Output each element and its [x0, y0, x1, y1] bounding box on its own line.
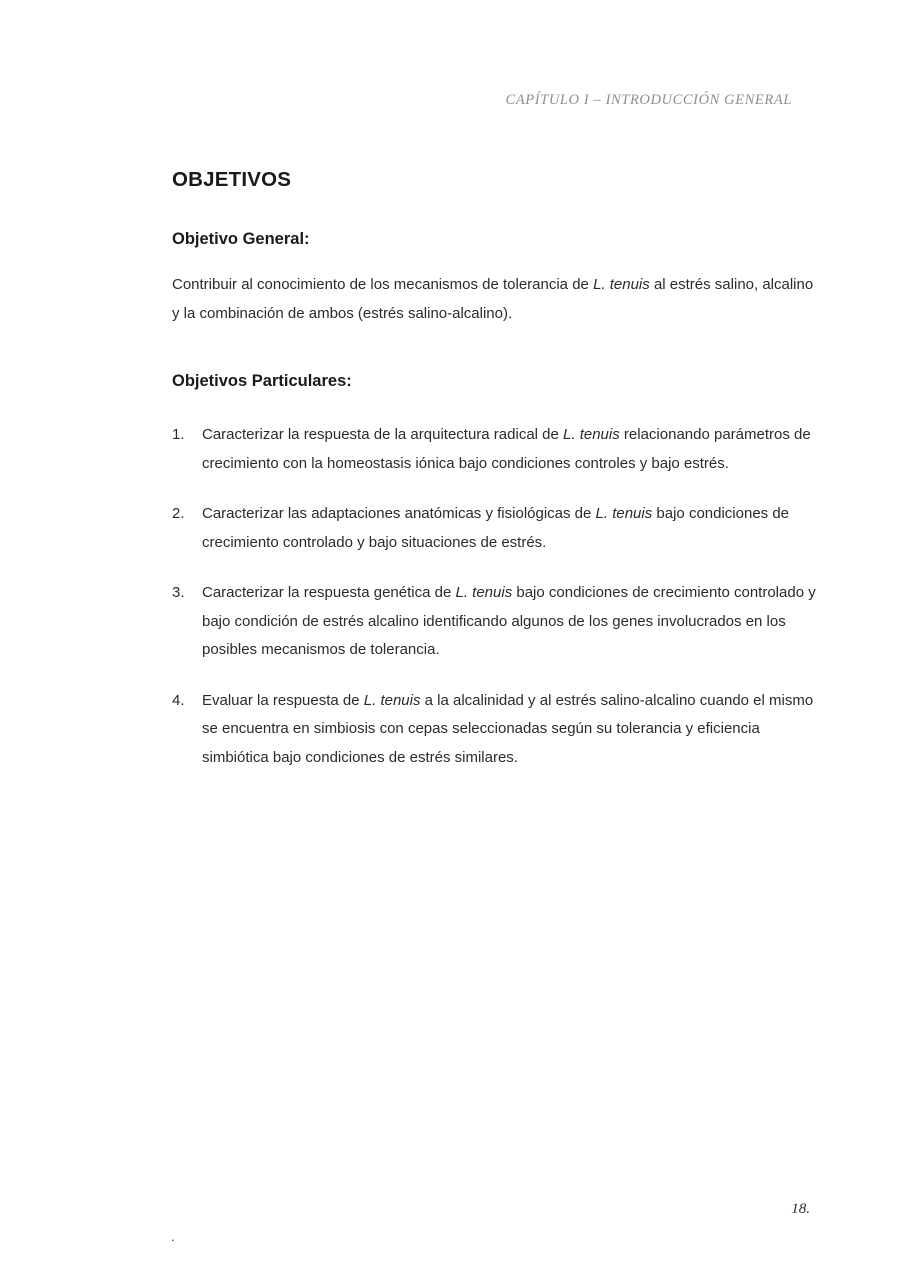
page-content — [172, 168, 822, 794]
list-item-number: 4. — [172, 691, 185, 709]
footer-marker: . — [171, 1229, 175, 1244]
page-title: OBJETIVOS — [172, 168, 292, 191]
list-item — [172, 687, 822, 773]
list-item — [172, 500, 822, 557]
species-name: L. tenuis — [593, 276, 650, 293]
species-name: L. tenuis — [563, 426, 620, 443]
list-item-number: 3. — [172, 584, 185, 601]
list-item — [172, 421, 822, 478]
objetivo-general-paragraph — [172, 271, 822, 328]
list-item-text-part-2: a la alcalinidad y al estrés salino-alcalino cuando el mismo se encuentra en simbiosis con cepas seleccionadas según su tolerancia y eficiencia simbiótica bajo condiciones de estrés similares. — [202, 691, 814, 766]
list-item-text-part-1: Caracterizar las adaptaciones anatómicas y fisiológicas de — [202, 505, 596, 522]
list-item-number: 2. — [172, 505, 185, 522]
list-item-text-part-1: Caracterizar la respuesta de la arquitectura radical de — [202, 426, 564, 443]
species-name: L. tenuis — [455, 584, 513, 601]
list-item-text-part-1: Evaluar la respuesta de — [202, 691, 364, 709]
list-item-text-part-2: bajo condiciones de crecimiento controlado y bajo situaciones de estrés. — [202, 505, 790, 551]
paragraph-text-part-2: al estrés salino, alcalino y la combinación de ambos (estrés salino-alcalino). — [172, 276, 814, 322]
list-item — [172, 579, 822, 665]
species-name: L. tenuis — [595, 505, 653, 522]
list-item-text-part-1: Caracterizar la respuesta genética de — [202, 584, 456, 601]
running-head: CAPÍTULO I – INTRODUCCIÓN GENERAL — [505, 92, 792, 108]
page-number: 18. — [791, 1201, 810, 1217]
list-item-number: 1. — [172, 426, 185, 443]
list-item-text-part-2: bajo condiciones de crecimiento controlado y bajo condición de estrés alcalino identificando algunos de los genes involucrados en los posibles mecanismos de tolerancia. — [202, 584, 816, 658]
objectives-list — [172, 421, 822, 772]
species-name: L. tenuis — [363, 691, 421, 709]
section-heading-objetivo-general: Objetivo General: — [172, 230, 310, 248]
paragraph-text-part-1: Contribuir al conocimiento de los mecanismos de tolerancia de — [172, 276, 594, 293]
section-heading-objetivos-particulares: Objetivos Particulares: — [172, 372, 352, 390]
list-item-text-part-2: relacionando parámetros de crecimiento con la homeostasis iónica bajo condiciones controles y bajo estrés. — [202, 426, 811, 472]
